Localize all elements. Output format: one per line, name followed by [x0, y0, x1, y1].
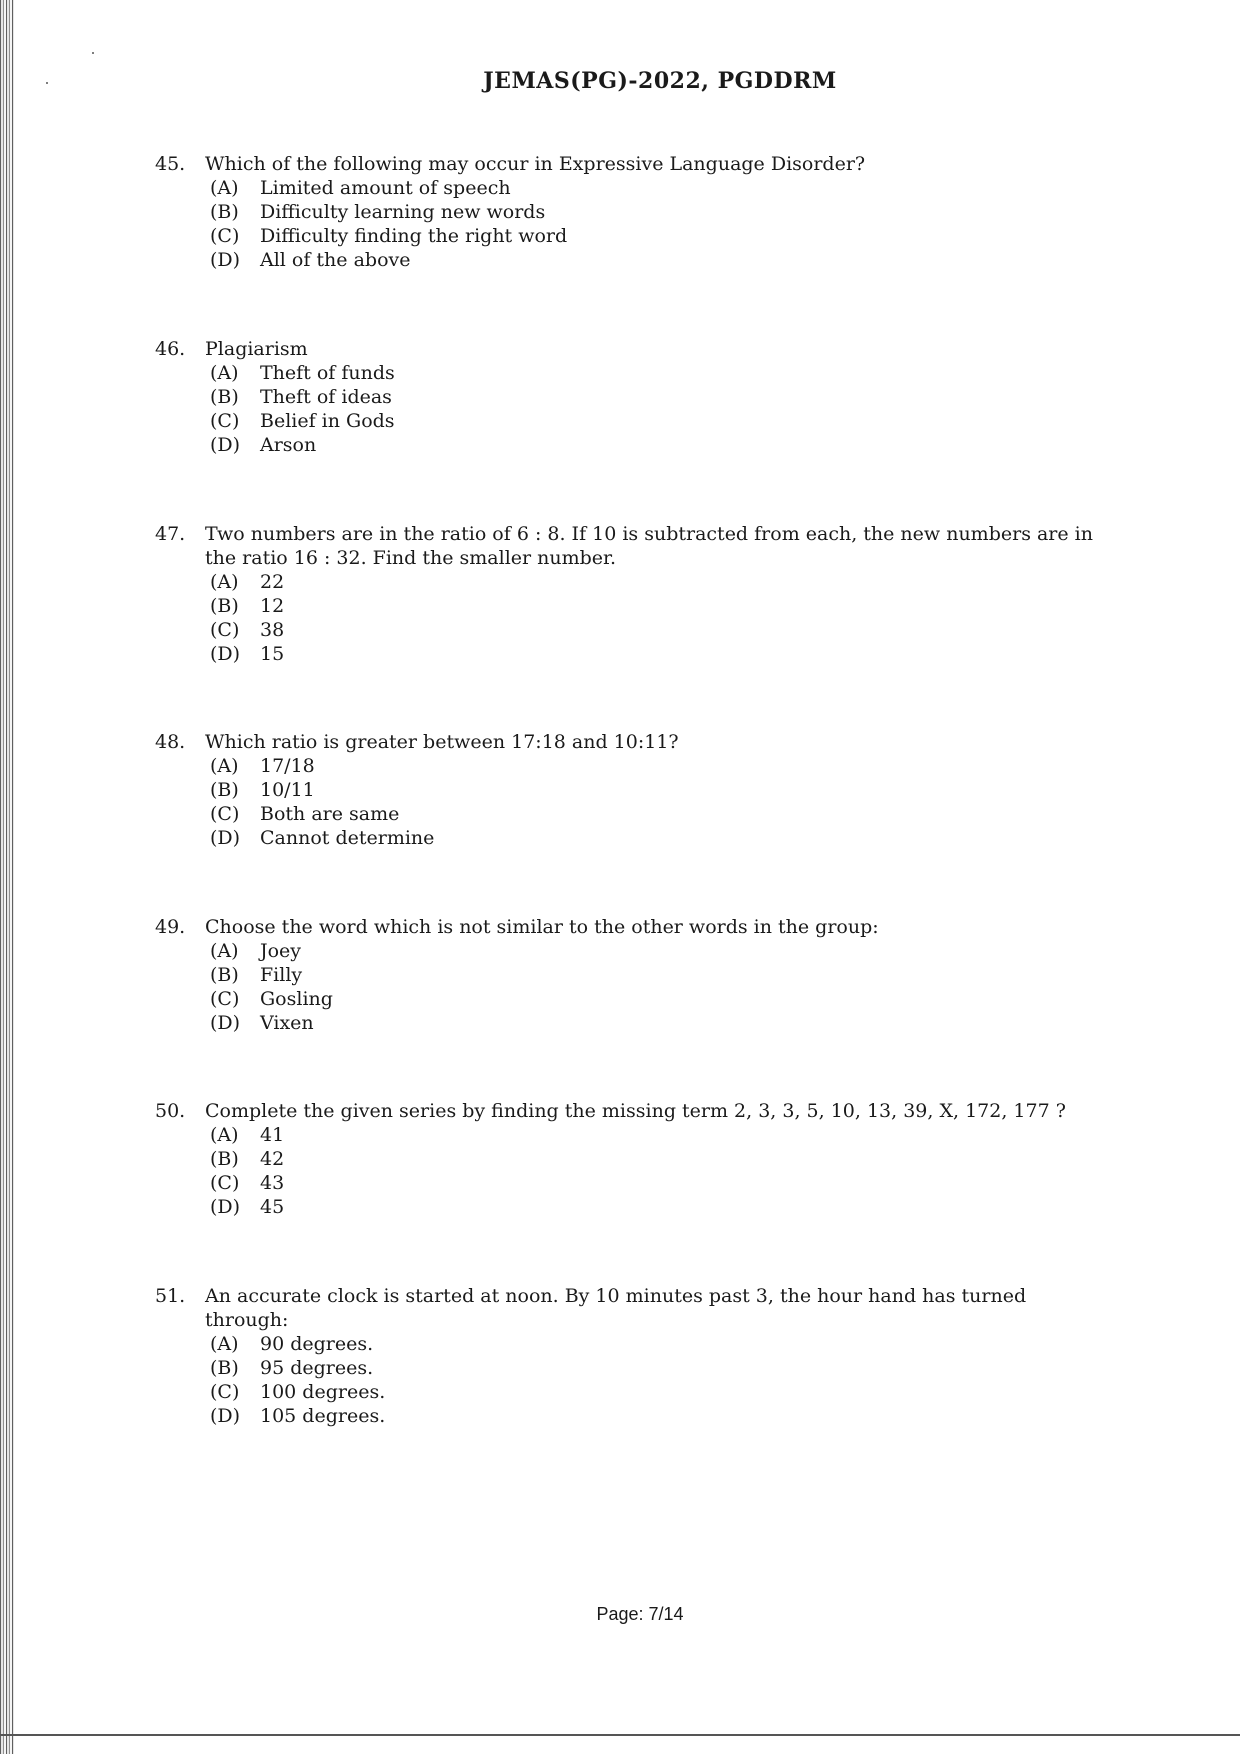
scan-bottom-edge — [0, 1734, 1240, 1736]
option-d — [210, 433, 1095, 457]
option-letter: (B) — [210, 1148, 239, 1170]
scan-left-edge — [0, 0, 14, 1754]
option-letter: (D) — [210, 1405, 241, 1427]
page-title: JEMAS(PG)-2022, PGDDRM — [483, 68, 837, 94]
options-list — [210, 1123, 1095, 1219]
option-text: Vixen — [260, 1012, 314, 1034]
option-letter: (A) — [210, 362, 239, 384]
option-letter: (C) — [210, 1381, 240, 1403]
option-b — [210, 1147, 1095, 1171]
option-letter: (A) — [210, 1124, 239, 1146]
option-d — [210, 248, 1095, 272]
option-letter: (B) — [210, 201, 239, 223]
option-d — [210, 1404, 1095, 1428]
option-a — [210, 176, 1095, 200]
option-letter: (A) — [210, 177, 239, 199]
option-text: 12 — [260, 595, 285, 617]
option-letter: (B) — [210, 595, 239, 617]
question-45 — [155, 152, 1095, 272]
option-d — [210, 826, 1095, 850]
option-b — [210, 200, 1095, 224]
question-49 — [155, 915, 1095, 1035]
question-text: An accurate clock is started at noon. By 10 minutes past 3, the hour hand has turned through: — [205, 1285, 1027, 1331]
option-letter: (C) — [210, 225, 240, 247]
question-text: Plagiarism — [205, 338, 308, 360]
option-text: Difficulty finding the right word — [260, 225, 568, 247]
option-a — [210, 361, 1095, 385]
option-c — [210, 618, 1095, 642]
option-c — [210, 1380, 1095, 1404]
question-text: Choose the word which is not similar to the other words in the group: — [205, 916, 879, 938]
option-letter: (D) — [210, 1012, 241, 1034]
option-text: 10/11 — [260, 779, 315, 801]
question-number: 47. — [155, 523, 186, 545]
option-text: Filly — [260, 964, 303, 986]
option-text: Joey — [260, 940, 302, 962]
option-letter: (D) — [210, 1196, 241, 1218]
page-number: Page: 7/14 — [596, 1604, 684, 1624]
options-list — [210, 361, 1095, 457]
option-a — [210, 939, 1095, 963]
option-text: 90 degrees. — [260, 1333, 374, 1355]
option-text: 17/18 — [260, 755, 315, 777]
option-text: 38 — [260, 619, 285, 641]
question-number: 49. — [155, 916, 186, 938]
option-a — [210, 1123, 1095, 1147]
option-c — [210, 224, 1095, 248]
option-text: 43 — [260, 1172, 285, 1194]
option-text: 22 — [260, 571, 285, 593]
option-text: 45 — [260, 1196, 285, 1218]
option-letter: (D) — [210, 249, 241, 271]
option-letter: (A) — [210, 571, 239, 593]
option-letter: (A) — [210, 755, 239, 777]
question-text: Which ratio is greater between 17:18 and 10:11? — [205, 731, 679, 753]
option-a — [210, 570, 1095, 594]
option-b — [210, 963, 1095, 987]
options-list — [210, 754, 1095, 850]
option-letter: (B) — [210, 964, 239, 986]
option-text: 42 — [260, 1148, 285, 1170]
option-b — [210, 1356, 1095, 1380]
option-text: Cannot determine — [260, 827, 435, 849]
option-letter: (D) — [210, 643, 241, 665]
option-letter: (D) — [210, 827, 241, 849]
option-letter: (B) — [210, 779, 239, 801]
options-list — [210, 939, 1095, 1035]
options-list — [210, 570, 1095, 666]
question-number: 45. — [155, 153, 186, 175]
question-text: Which of the following may occur in Expressive Language Disorder? — [205, 153, 866, 175]
option-text: Theft of funds — [260, 362, 395, 384]
option-b — [210, 594, 1095, 618]
option-text: Gosling — [260, 988, 333, 1010]
option-text: 15 — [260, 643, 285, 665]
option-a — [210, 1332, 1095, 1356]
option-letter: (A) — [210, 940, 239, 962]
option-b — [210, 778, 1095, 802]
option-text: Theft of ideas — [260, 386, 392, 408]
option-letter: (C) — [210, 803, 240, 825]
option-text: All of the above — [260, 249, 411, 271]
scan-speck — [92, 52, 94, 54]
question-text: Two numbers are in the ratio of 6 : 8. If 10 is subtracted from each, the new numbers are in the ratio 16 : 32. Find the smaller number. — [205, 523, 1093, 569]
option-text: Arson — [260, 434, 317, 456]
option-text: 95 degrees. — [260, 1357, 374, 1379]
option-letter: (C) — [210, 410, 240, 432]
option-text: Limited amount of speech — [260, 177, 511, 199]
options-list — [210, 1332, 1095, 1428]
option-d — [210, 1011, 1095, 1035]
question-number: 46. — [155, 338, 186, 360]
option-text: Both are same — [260, 803, 400, 825]
question-46 — [155, 337, 1095, 457]
question-text: Complete the given series by finding the missing term 2, 3, 3, 5, 10, 13, 39, X, 172, 177 ? — [205, 1100, 1066, 1122]
option-letter: (B) — [210, 386, 239, 408]
question-number: 50. — [155, 1100, 186, 1122]
options-list — [210, 176, 1095, 272]
option-d — [210, 642, 1095, 666]
option-letter: (D) — [210, 434, 241, 456]
option-c — [210, 987, 1095, 1011]
option-text: 105 degrees. — [260, 1405, 386, 1427]
option-letter: (C) — [210, 1172, 240, 1194]
question-number: 48. — [155, 731, 186, 753]
option-a — [210, 754, 1095, 778]
option-text: 41 — [260, 1124, 285, 1146]
question-51 — [155, 1284, 1095, 1428]
option-b — [210, 385, 1095, 409]
option-text: Belief in Gods — [260, 410, 395, 432]
question-48 — [155, 730, 1095, 850]
option-c — [210, 409, 1095, 433]
option-c — [210, 802, 1095, 826]
option-text: Difficulty learning new words — [260, 201, 546, 223]
option-letter: (B) — [210, 1357, 239, 1379]
option-c — [210, 1171, 1095, 1195]
question-47 — [155, 522, 1095, 666]
option-letter: (C) — [210, 619, 240, 641]
option-text: 100 degrees. — [260, 1381, 386, 1403]
option-d — [210, 1195, 1095, 1219]
question-50 — [155, 1099, 1095, 1219]
question-number: 51. — [155, 1285, 186, 1307]
option-letter: (C) — [210, 988, 240, 1010]
option-letter: (A) — [210, 1333, 239, 1355]
